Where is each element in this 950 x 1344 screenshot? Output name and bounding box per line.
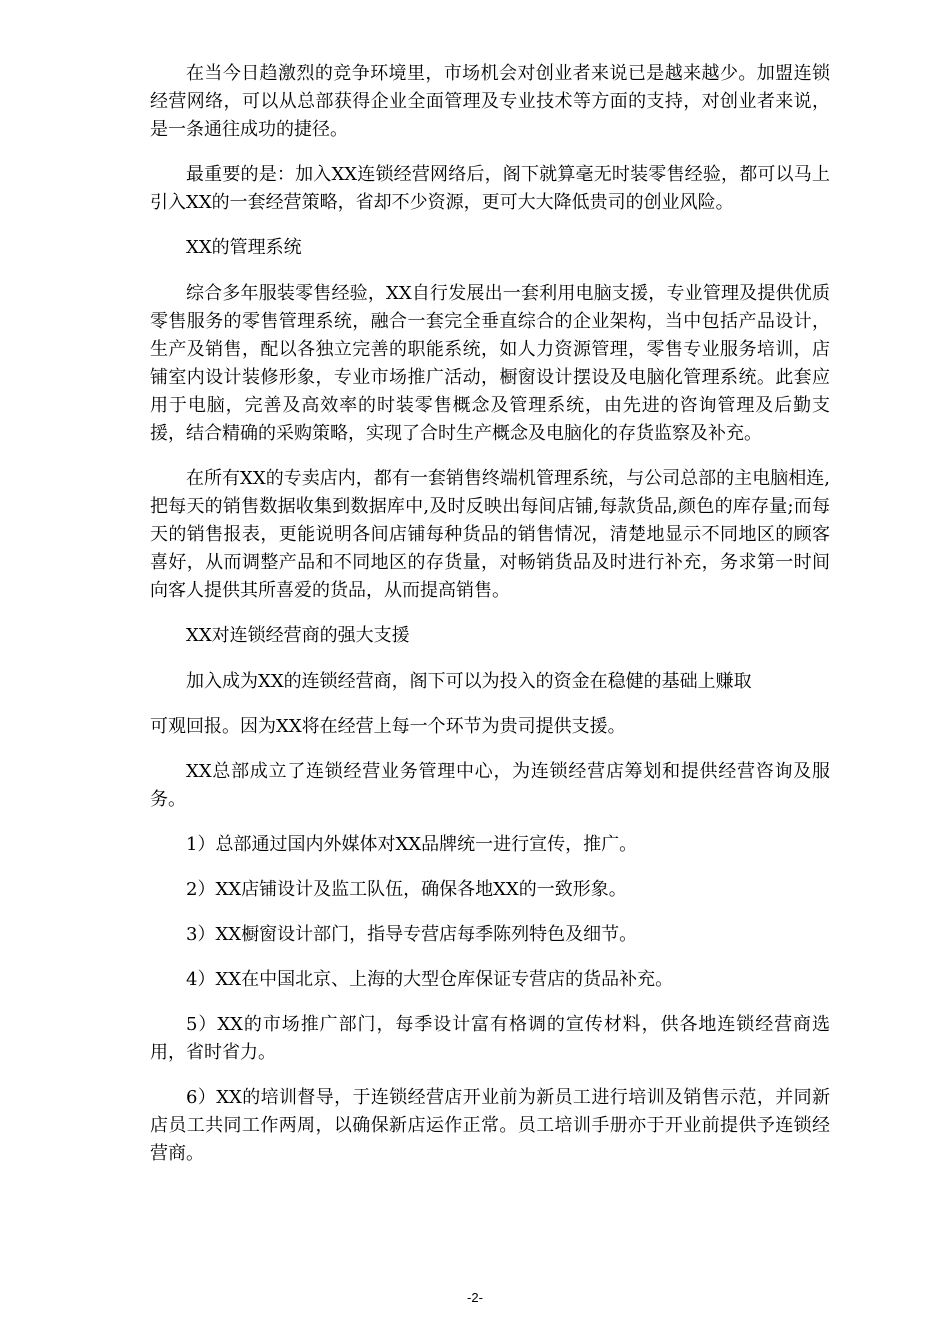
- list-item-5: 5）XX的市场推广部门，每季设计富有格调的宣传材料，供各地连锁经营商选用，省时省力。: [150, 1014, 830, 1063]
- list-item-2: 2）XX店铺设计及监工队伍，确保各地XX的一致形象。: [186, 879, 627, 900]
- paragraph-management-system: 综合多年服装零售经验，XX自行发展出一套利用电脑支援，专业管理及提供优质零售服务的零售管理系统，融合一套完全垂直综合的企业架构，当中包括产品设计，生产及销售，配以各独立完善的职能系统，如人力资源管理，零售专业服务培训，店铺室内设计装修形象，专业市场推广活动，橱窗设计摆设及电脑化管理系统。此套应用于电脑，完善及高效率的时装零售概念及管理系统，由先进的咨询管理及后勤支援，结合精确的采购策略，实现了合时生产概念及电脑化的存货监察及补充。: [150, 283, 830, 444]
- list-item-3: 3）XX橱窗设计部门，指导专营店每季陈列特色及细节。: [186, 924, 638, 945]
- paragraph-pos-system: 在所有XX的专卖店内，都有一套销售终端机管理系统，与公司总部的主电脑相连,把每天的销售数据收集到数据库中,及时反映出每间店铺,每款货品,颜色的库存量;而每天的销售报表，更能说明各间店铺每种货品的销售情况，清楚地显示不同地区的顾客喜好，从而调整产品和不同地区的存货量，对畅销货品及时进行补充，务求第一时间向客人提供其所喜爱的货品，从而提高销售。: [150, 468, 830, 601]
- paragraph-key-point: 最重要的是：加入XX连锁经营网络后，阁下就算毫无时装零售经验，都可以马上引入XX的一套经营策略，省却不少资源，更可大大降低贵司的创业风险。: [150, 164, 830, 213]
- section-heading-management: XX的管理系统: [186, 237, 302, 258]
- section-heading-support: XX对连锁经营商的强大支援: [186, 625, 410, 646]
- paragraph-join-benefit: 加入成为XX的连锁经营商，阁下可以为投入的资金在稳健的基础上赚取: [186, 671, 752, 692]
- page-number: -2-: [467, 1290, 483, 1305]
- paragraph-join-benefit-continued: 可观回报。因为XX将在经营上每一个环节为贵司提供支援。: [150, 716, 626, 737]
- list-item-1: 1）总部通过国内外媒体对XX品牌统一进行宣传，推广。: [186, 834, 638, 855]
- document-body: [150, 60, 830, 1185]
- list-item-4: 4）XX在中国北京、上海的大型仓库保证专营店的货品补充。: [186, 969, 674, 990]
- paragraph-intro: 在当今日趋激烈的竞争环境里，市场机会对创业者来说已是越来越少。加盟连锁经营网络，可以从总部获得企业全面管理及专业技术等方面的支持，对创业者来说，是一条通往成功的捷径。: [150, 63, 830, 140]
- paragraph-headquarters-center: XX总部成立了连锁经营业务管理中心，为连锁经营店筹划和提供经营咨询及服务。: [150, 761, 830, 810]
- list-item-6: 6）XX的培训督导，于连锁经营店开业前为新员工进行培训及销售示范，并同新店员工共同工作两周，以确保新店运作正常。员工培训手册亦于开业前提供予连锁经营商。: [150, 1087, 830, 1164]
